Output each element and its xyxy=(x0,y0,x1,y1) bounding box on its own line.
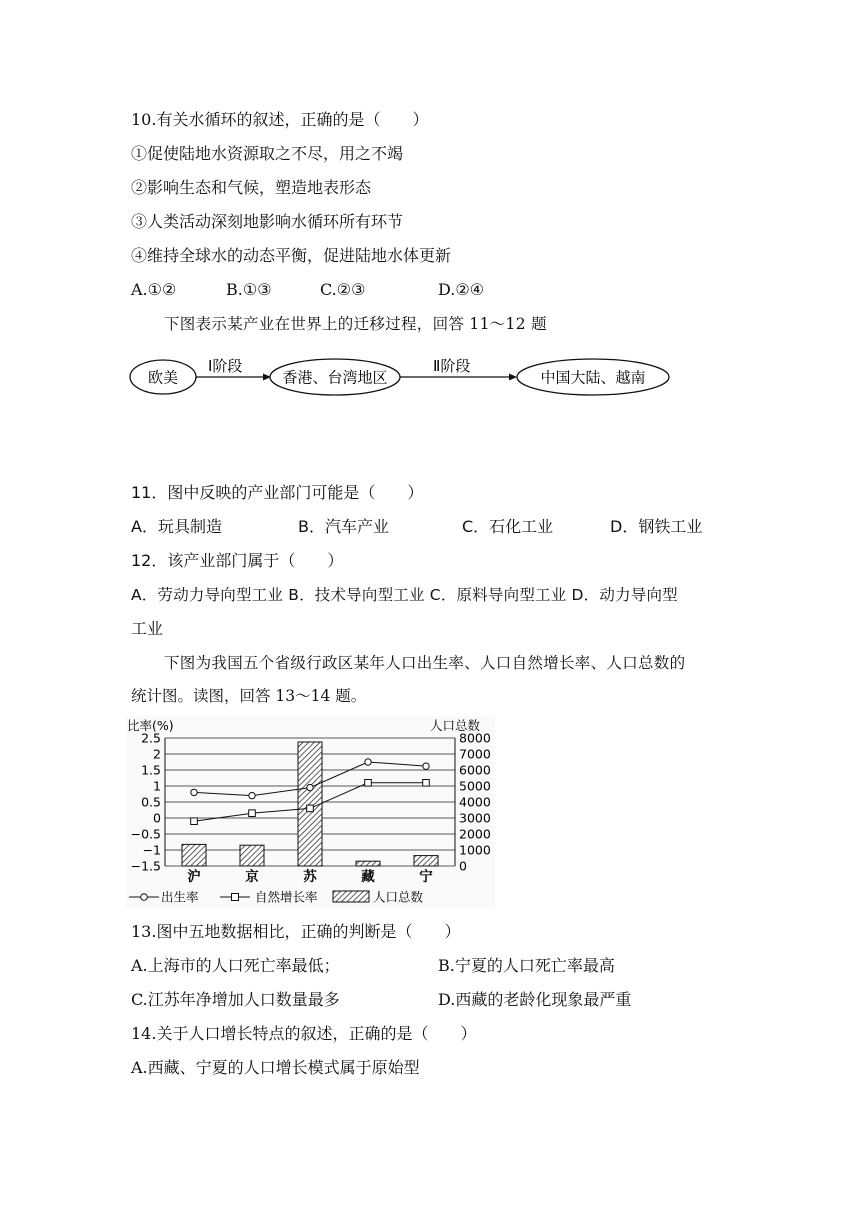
population-chart xyxy=(125,716,495,908)
q13-option-a: A.上海市的人口死亡率最低； xyxy=(131,956,340,975)
y-axis-label: 比率(%) xyxy=(127,718,174,733)
legend-birth-rate: 出生率 xyxy=(161,889,199,905)
point-birth-rate xyxy=(423,763,429,769)
chart-legend xyxy=(129,890,424,905)
y-tick-label: −1 xyxy=(142,842,161,858)
y2-tick-label: 4000 xyxy=(459,794,491,810)
point-birth-rate xyxy=(307,784,313,790)
q13-option-b: B.宁夏的人口死亡率最高 xyxy=(438,956,615,975)
industry-transfer-diagram xyxy=(125,352,675,402)
q11-option-d: D．钢铁工业 xyxy=(610,517,703,536)
legend-population-swatch xyxy=(333,891,369,902)
y-tick-label: 2.5 xyxy=(141,730,161,746)
category-label: 沪 xyxy=(187,869,201,885)
q12-options-wrap: 工业 xyxy=(131,619,164,638)
stage-2-label: Ⅱ阶段 xyxy=(433,357,471,375)
q10-option-b: B.①③ xyxy=(226,280,272,299)
legend-population: 人口总数 xyxy=(373,889,424,905)
y2-tick-label: 0 xyxy=(459,858,467,874)
y-tick-label: 1 xyxy=(153,778,161,794)
q13-option-c: C.江苏年净增加人口数量最多 xyxy=(131,990,340,1009)
bar-population xyxy=(298,742,322,866)
y2-tick-label: 8000 xyxy=(459,730,491,746)
q14-stem: 14.关于人口增长特点的叙述，正确的是（ ） xyxy=(131,1024,477,1043)
bar-population xyxy=(240,845,264,866)
y2-tick-label: 3000 xyxy=(459,810,491,826)
legend-natural-growth: 自然增长率 xyxy=(255,889,318,905)
y-tick-label: −1.5 xyxy=(130,858,161,874)
q11-option-a: A．玩具制造 xyxy=(131,517,222,536)
q10-option-a: A.①② xyxy=(131,280,177,299)
category-label: 藏 xyxy=(361,869,375,885)
q13-option-d: D.西藏的老龄化现象最严重 xyxy=(438,990,632,1009)
q10-item-2: ②影响生态和气候，塑造地表形态 xyxy=(131,178,372,197)
category-label: 宁 xyxy=(419,869,433,885)
y-tick-label: 0 xyxy=(153,810,161,826)
node-europe-america-label: 欧美 xyxy=(147,368,179,387)
node-hongkong-taiwan-label: 香港、台湾地区 xyxy=(282,368,388,387)
q11-stem: 11．图中反映的产业部门可能是（ ） xyxy=(131,483,424,502)
q10-option-d: D.②④ xyxy=(438,280,485,299)
category-label: 京 xyxy=(245,869,259,885)
point-natural-growth xyxy=(423,780,430,787)
q10-stem: 10.有关水循环的叙述，正确的是（ ） xyxy=(131,110,429,129)
bar-population xyxy=(414,856,438,866)
node-mainland-vietnam-label: 中国大陆、越南 xyxy=(540,368,646,387)
y-tick-label: 0.5 xyxy=(141,794,161,810)
intro-13-14-line2: 统计图。读图，回答 13～14 题。 xyxy=(131,687,367,705)
point-birth-rate xyxy=(365,759,371,765)
intro-11-12: 下图表示某产业在世界上的迁移过程，回答 11～12 题 xyxy=(164,315,547,333)
y-tick-label: −0.5 xyxy=(130,826,161,842)
y-tick-label: 2 xyxy=(153,746,161,762)
category-label: 苏 xyxy=(303,869,317,885)
y-tick-label: 1.5 xyxy=(141,762,161,778)
point-natural-growth xyxy=(249,810,256,817)
q11-option-c: C．石化工业 xyxy=(462,517,554,536)
bar-population xyxy=(182,844,206,866)
y2-tick-label: 1000 xyxy=(459,842,491,858)
stage-1-label: Ⅰ阶段 xyxy=(208,357,243,375)
q12-options: A．劳动力导向型工业 B．技术导向型工业 C．原料导向型工业 D．动力导向型 xyxy=(131,586,678,604)
q12-stem: 12．该产业部门属于（ ） xyxy=(131,551,344,570)
point-natural-growth xyxy=(191,818,198,825)
y2-tick-label: 7000 xyxy=(459,746,491,762)
intro-13-14-line1: 下图为我国五个省级行政区某年人口出生率、人口自然增长率、人口总数的 xyxy=(164,654,686,672)
y2-tick-label: 2000 xyxy=(459,826,491,842)
q10-item-4: ④维持全球水的动态平衡，促进陆地水体更新 xyxy=(131,246,452,265)
point-birth-rate xyxy=(191,789,197,795)
y2-tick-label: 5000 xyxy=(459,778,491,794)
point-natural-growth xyxy=(365,780,372,787)
q13-stem: 13.图中五地数据相比，正确的判断是（ ） xyxy=(131,922,461,941)
q10-item-1: ①促使陆地水资源取之不尽，用之不竭 xyxy=(131,144,404,163)
q14-option-a: A.西藏、宁夏的人口增长模式属于原始型 xyxy=(131,1058,420,1077)
y2-tick-label: 6000 xyxy=(459,762,491,778)
point-birth-rate xyxy=(249,792,255,798)
q10-item-3: ③人类活动深刻地影响水循环所有环节 xyxy=(131,212,404,231)
point-natural-growth xyxy=(307,805,314,812)
q10-option-c: C.②③ xyxy=(320,280,366,299)
y2-axis-label: 人口总数 xyxy=(430,718,481,733)
q11-option-b: B．汽车产业 xyxy=(298,517,389,536)
bar-population xyxy=(356,861,380,866)
